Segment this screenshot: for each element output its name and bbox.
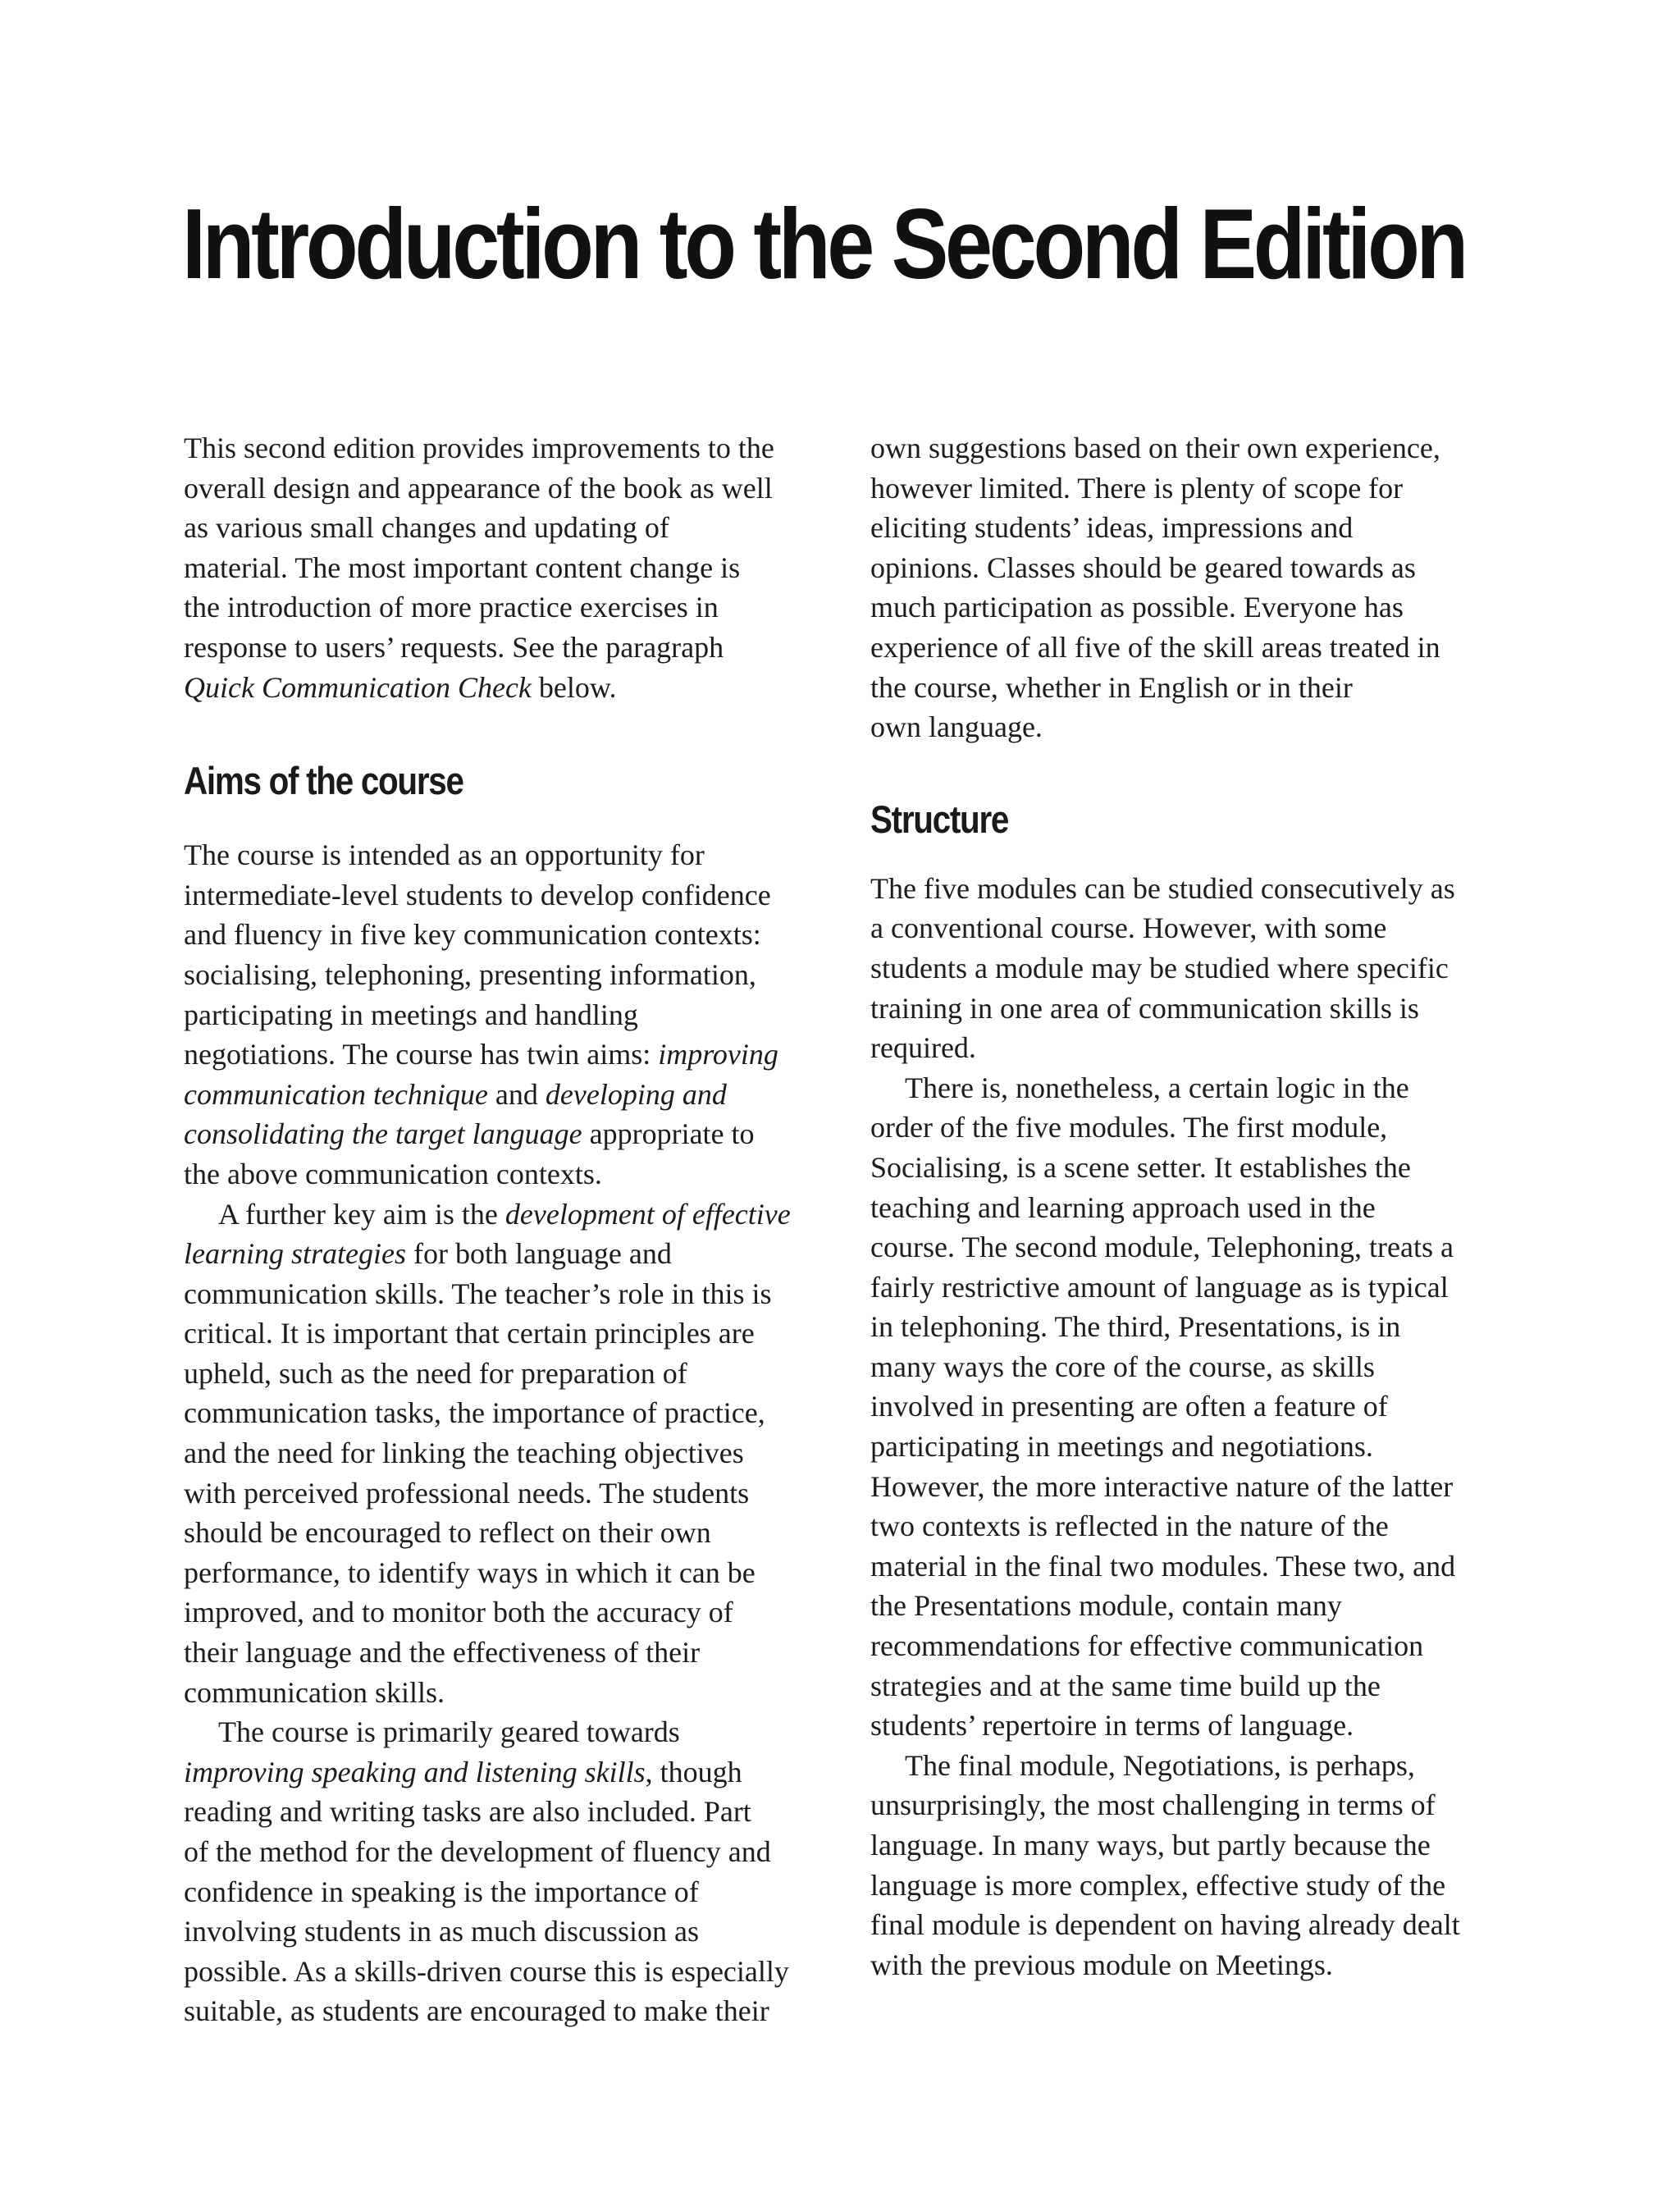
text-line (184, 1075, 840, 1115)
text-line: The course is intended as an opportunity for (184, 838, 705, 872)
text-line: however limited. There is plenty of scope for (870, 471, 1404, 505)
text-line: much participation as possible. Everyone has (870, 591, 1404, 624)
text-line: students a module may be studied where specific (870, 951, 1449, 984)
heading-structure: Structure (870, 797, 1009, 841)
text-line: their language and the effectiveness of their (184, 1636, 701, 1670)
text-line: recommendations for effective communication (870, 1629, 1424, 1663)
aims-section-text (184, 835, 840, 2031)
text-run: for both language and (405, 1237, 672, 1271)
text-line: The final module, Negotiations, is perhaps, (905, 1748, 1415, 1782)
text-line: However, the more interactive nature of the latter (870, 1469, 1454, 1503)
text-line: required. (870, 1031, 976, 1065)
text-line: This second edition provides improvements to the (184, 432, 774, 464)
text-line: should be encouraged to reflect on their own (184, 1516, 711, 1550)
italic-phrase: communication technique (184, 1077, 488, 1111)
italic-phrase: Quick Communication Check (184, 670, 532, 704)
text-line: with the previous module on Meetings. (870, 1948, 1333, 1981)
text-line: a conventional course. However, with some (870, 911, 1387, 945)
text-line: the above communication contexts. (184, 1157, 602, 1190)
text-line: material. The most important content change is (184, 550, 741, 584)
page-title: Introduction to the Second Edition (182, 188, 1466, 299)
text-line: and the need for linking the teaching objectives (184, 1437, 744, 1470)
text-line: performance, to identify ways in which it can be (184, 1555, 756, 1589)
text-line: teaching and learning approach used in the (870, 1190, 1376, 1224)
text-line: of the method for the development of fluency and (184, 1835, 771, 1868)
text-line: confidence in speaking is the importance of (184, 1875, 699, 1908)
text-line: communication skills. The teacher’s role in this is (184, 1277, 772, 1310)
text-line (184, 1114, 840, 1154)
text-run: A further key aim is the (218, 1197, 505, 1231)
text-line: and fluency in five key communication contexts: (184, 918, 761, 952)
text-line: two contexts is reflected in the nature of the (870, 1510, 1389, 1543)
text-line: response to users’ requests. See the paragraph (184, 630, 724, 664)
text-run: , though (645, 1755, 742, 1788)
text-line (184, 1194, 840, 1235)
text-line: the Presentations module, contain many (870, 1589, 1342, 1623)
italic-phrase: developing and (545, 1077, 727, 1111)
text-line: own language. (870, 710, 1043, 744)
right-column (870, 428, 1527, 1985)
italic-phrase: consolidating the target language (184, 1117, 582, 1151)
italic-phrase: development of effective (504, 1197, 791, 1231)
text-line: communication tasks, the importance of practice, (184, 1396, 765, 1430)
text-line: There is, nonetheless, a certain logic in the (905, 1071, 1409, 1104)
text-line: final module is dependent on having already dealt (870, 1908, 1460, 1942)
text-line: order of the five modules. The first module, (870, 1111, 1388, 1144)
text-line: in telephoning. The third, Presentations, is in (870, 1310, 1401, 1344)
text-line: as various small changes and updating of (184, 511, 669, 545)
text-line: Socialising, is a scene setter. It establishes the (870, 1150, 1411, 1184)
text-line: material in the final two modules. These two, and (870, 1549, 1456, 1583)
left-column (184, 428, 840, 2031)
italic-phrase: improving (658, 1038, 778, 1071)
text-line: students’ repertoire in terms of language. (870, 1709, 1354, 1743)
text-line: critical. It is important that certain principles are (184, 1317, 755, 1350)
text-line: strategies and at the same time build up the (870, 1669, 1381, 1702)
text-line: training in one area of communication skills is (870, 991, 1419, 1025)
text-line (184, 1234, 840, 1274)
text-line: with perceived professional needs. The students (184, 1476, 750, 1510)
text-line: suitable, as students are encouraged to make their (184, 1994, 769, 2028)
text-line: many ways the core of the course, as skills (870, 1350, 1375, 1383)
text-line: eliciting students’ ideas, impressions and (870, 511, 1354, 545)
text-line: the introduction of more practice exercises in (184, 591, 719, 624)
text-line: language is more complex, effective study of the (870, 1868, 1446, 1902)
text-line: involving students in as much discussion as (184, 1915, 699, 1948)
text-line: opinions. Classes should be geared towards as (870, 550, 1416, 584)
text-run: appropriate to (582, 1117, 755, 1151)
text-line (184, 668, 840, 708)
text-line: possible. As a skills-driven course this is especially (184, 1954, 789, 1988)
text-line: upheld, such as the need for preparation of (184, 1356, 687, 1390)
text-line: the course, whether in English or in their (870, 670, 1353, 704)
text-run: and (487, 1077, 546, 1111)
text-line (184, 1752, 840, 1793)
text-line: unsurprisingly, the most challenging in terms of (870, 1788, 1436, 1822)
heading-aims-of-the-course: Aims of the course (184, 759, 463, 803)
text-line: The course is primarily geared towards (218, 1715, 680, 1749)
structure-section-text (870, 869, 1527, 1985)
text-line: fairly restrictive amount of language as is typical (870, 1270, 1449, 1304)
text-line: intermediate-level students to develop confidence (184, 878, 771, 911)
text-line: communication skills. (184, 1675, 445, 1709)
italic-phrase: learning strategies (184, 1237, 406, 1271)
text-line: participating in meetings and negotiations. (870, 1430, 1373, 1464)
text-line: overall design and appearance of the book as well (184, 471, 773, 505)
italic-phrase: improving speaking and listening skills (184, 1755, 646, 1788)
text-line: improved, and to monitor both the accuracy of (184, 1596, 733, 1629)
text-line: reading and writing tasks are also included. Part (184, 1795, 751, 1829)
intro-paragraph (184, 428, 840, 707)
text-line: language. In many ways, but partly because the (870, 1829, 1431, 1861)
text-run: below. (531, 670, 617, 704)
continued-paragraph (870, 428, 1527, 747)
text-line: participating in meetings and handling (184, 998, 638, 1031)
text-line: course. The second module, Telephoning, treats a (870, 1231, 1454, 1264)
text-line: The five modules can be studied consecutively as (870, 871, 1455, 905)
text-line (184, 1035, 840, 1075)
text-run: negotiations. The course has twin aims: (184, 1038, 659, 1071)
text-line: own suggestions based on their own experience, (870, 432, 1440, 464)
text-line: involved in presenting are often a feature of (870, 1390, 1388, 1423)
text-line: experience of all five of the skill areas treated in (870, 630, 1440, 664)
text-line: socialising, telephoning, presenting information, (184, 957, 756, 991)
